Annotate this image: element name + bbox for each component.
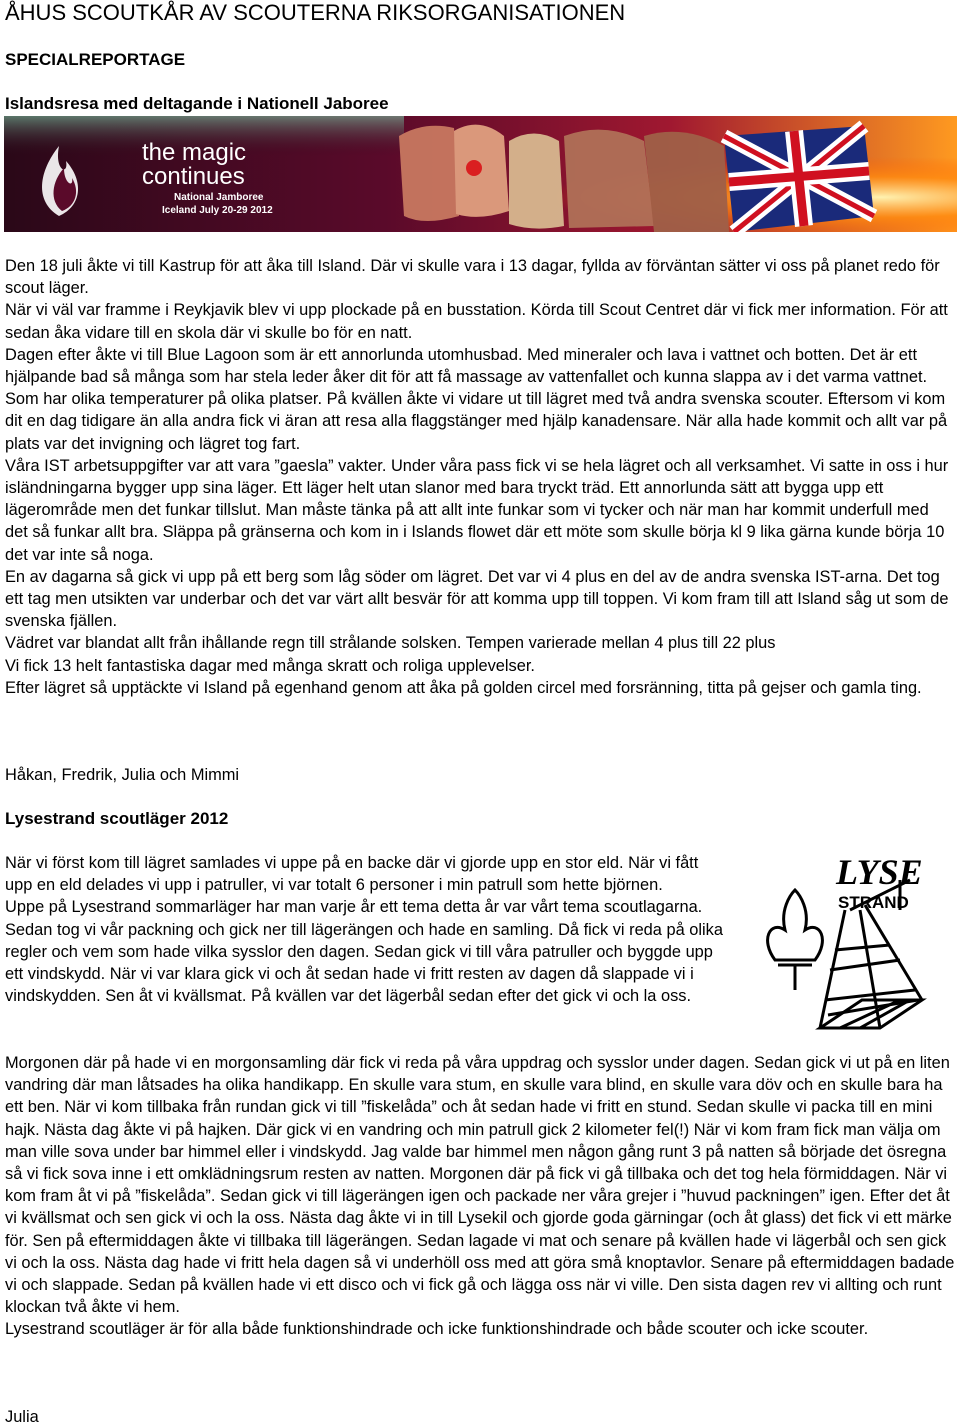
logo-text-bottom: STRAND xyxy=(838,893,909,912)
article-1-body xyxy=(5,255,955,699)
banner-line-2: continues xyxy=(142,163,245,190)
article-1-paragraph: När vi väl var framme i Reykjavik blev vi upp plockade på en busstation. Körda till Scout Centret där vi fick mer information. För att sedan åka vidare till en skola där vi skulle bo för en natt. xyxy=(5,301,948,342)
article-1-paragraph: En av dagarna så gick vi upp på ett berg som låg söder om lägret. Det var vi 4 plus en del av de andra svenska IST-arna. Det tog ett tag men utsikten var underbar och det var värt allt besvär för att komma upp till toppen. Vi kom fram till att Island såg ut som de svenska fjällen. xyxy=(5,567,949,631)
article-2-signature: Julia xyxy=(5,1408,39,1426)
flag-icon xyxy=(724,126,874,232)
banner-line-4: Iceland July 20-29 2012 xyxy=(162,205,273,216)
article-2-body-full xyxy=(5,1052,960,1341)
article-subtitle: Islandsresa med deltagande i Nationell Jaboree xyxy=(5,94,389,113)
article-2-body-left xyxy=(5,852,727,1007)
lysestrand-logo xyxy=(750,850,928,1038)
article-2-paragraph: Lysestrand scoutläger är för alla både funktionshindrade och icke funktionshindrade och både scouter och icke scouter. xyxy=(5,1320,869,1339)
article-1-paragraph: Den 18 juli åkte vi till Kastrup för att åka till Island. Där vi skulle vara i 13 dagar, fyllda av förväntan sätter vi oss på planet redo för scout läger. xyxy=(5,257,940,298)
section-label: SPECIALREPORTAGE xyxy=(5,50,186,69)
article-2-paragraph: Uppe på Lysestrand sommarläger har man varje år ett tema detta år var vårt tema scoutlagarna. Sedan tog vi vår packning och gick ner till lägerängen och hade en samling. Då fick vi reda på olika regler och vem som hade vilka sysslor den dagen. Sedan gick vi till våra patruller och byggde upp ett vindskydd. När vi var klara gick vi och åt sedan hade vi fritt resten av dagen då slappade vi i vindskydden. Sen åt vi kvällsmat. På kvällen var det lägerbål sedan efter det gick vi och la oss. xyxy=(5,898,723,1006)
article-1-paragraph: Våra IST arbetsuppgifter var att vara ”gaesla” vakter. Under våra pass fick vi se hela lägret och all verksamhet. Vi satte in oss i hur isländningarna bygger upp sina läger. Ett läger helt utan slanor med bara tryckt träd. Ett annorlunda sätt att bygga upp ett lägerområde men det funkar tillslut. Man måste tänka på att allt inte funkar som vi tycker och när man har kommit underfull med det så funkar allt bra. Släppa på gränserna och kom in i Islands flowet där ett möte som skulle börja kl 9 lika gärna kunde börja 10 det var inte så noga. xyxy=(5,456,949,564)
logo-text-top: LYSE xyxy=(836,852,923,892)
banner-line-3: National Jamboree xyxy=(174,192,264,203)
article-1-paragraph: Vädret var blandat allt från ihållande regn till strålande solsken. Tempen varierade mellan 4 plus till 22 plus xyxy=(5,634,776,653)
article-1-signature: Håkan, Fredrik, Julia och Mimmi xyxy=(5,766,240,784)
banner-line-1: the magic xyxy=(142,139,247,166)
article-1-paragraph: Vi fick 13 helt fantastiska dagar med många skratt och roliga upplevelser. xyxy=(5,656,535,675)
organization-title: ÅHUS SCOUTKÅR AV SCOUTERNA RIKSORGANISATIONEN xyxy=(5,0,626,25)
article-1-paragraph: Efter lägret så upptäckte vi Island på egenhand genom att åka på golden circel med forsränning, titta på gejser och gamla ting. xyxy=(5,678,922,697)
article-2-paragraph: När vi först kom till lägret samlades vi uppe på en backe där vi gjorde upp en stor eld. När vi fått upp en eld delades vi upp i patruller, vi var totalt 6 personer i min patrull som hette björnen. xyxy=(5,854,699,895)
article-1-paragraph: Dagen efter åkte vi till Blue Lagoon som är ett annorlunda utomhusbad. Med mineraler och lava i vattnet och botten. Det är ett hjälpande bad så många som har stela leder åker dit för att få massage av vattenfallet och kunna slappa av i det varma vattnet. Som har olika temperaturer på olika platser. På kvällen åkte vi vidare ut till lägret med två andra svenska scouter. Eftersom vi kom dit en dag tidigare än alla andra fick vi äran att resa alla flaggstänger med hjälp kanadensare. När alla hade kommit och allt var på plats var det invigning och lägret tog fart. xyxy=(5,345,948,453)
article-2-heading: Lysestrand scoutläger 2012 xyxy=(5,809,229,828)
article-2-paragraph: Morgonen där på hade vi en morgonsamling där fick vi reda på våra uppdrag och sysslor under dagen. Sedan gick vi ut på en liten vandring där man låtsades ha olika handikapp. En skulle vara stum, en skulle vara blind, en skulle vara döv och en skulle bara ha ett ben. När vi kom tillbaka från rundan gick vi till ”fiskelåda” och åt sedan hade vi fritt en stund. Sedan skulle vi packa till en mini hajk. Nästa dag åkte vi på hajken. Där gick vi en vandring och min patrull gick 2 kilometer fel(!) När vi kom fram fick man välja om man ville sova under bar himmel eller i vindskydd. Jag valde bar himmel men någon gång runt 3 på natten så började det ösregna så vi fick sova inne i ett omklädningsrum resten av natten. Morgonen där på fick vi gå tillbaka och det tog hela förmiddagen. När vi kom fram åt vi på ”fiskelåda”. Sedan gick vi till lägerängen igen och packade ner våra grejer i ”huvud packningen” igen. Efter det åt vi kvällsmat och sen gick vi och la oss. Nästa dag åkte vi in till Lysekil och gjorde goda gärningar (och åt glass) det fick vi ett märke för. Sen på eftermiddagen åkte vi tillbaka till lägerängen. Sedan lagade vi mat och senare på kvällen hade vi lägerbål och sen gick vi och la oss. Nästa dag hade vi fritt hela dagen så vi underhöll oss med att göra små knoptavlor. Senare på eftermiddagen badade vi och slappade. Sedan på kvällen hade vi ett disco och vi fick gå och lägga oss när vi ville. Den sista dagen rev vi allting och runt klockan två åkte vi hem. xyxy=(5,1054,955,1317)
jamboree-banner xyxy=(4,116,957,232)
fleur-de-lis-icon xyxy=(768,890,823,990)
